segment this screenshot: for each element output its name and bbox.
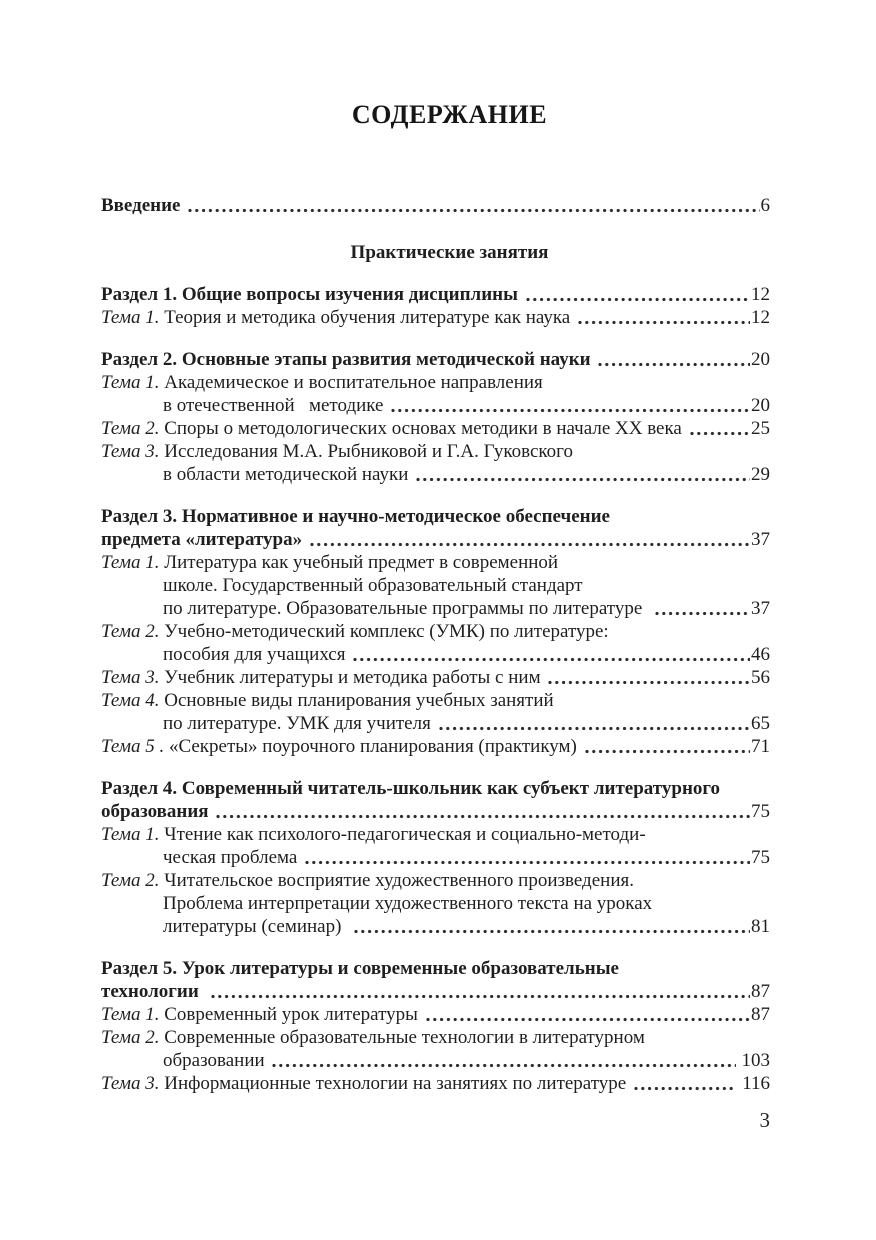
entry-text: Споры о методологических основах методики в начале XX века [159, 418, 687, 439]
dot-leader [354, 929, 750, 934]
page-footer [101, 1108, 770, 1133]
entry-page-number: 75 [751, 801, 770, 822]
dot-leader [211, 994, 750, 999]
toc-entries [101, 194, 770, 1095]
dot-leader [188, 208, 759, 213]
dot-leader [353, 657, 750, 662]
entry-prefix: Тема 1. [101, 372, 160, 393]
entry-prefix: Тема 1. [101, 824, 160, 845]
entry-page-number: 81 [751, 916, 770, 937]
toc-entry [101, 505, 770, 528]
entry-prefix: Тема 2. [101, 870, 160, 891]
toc-entry [101, 1003, 770, 1026]
dot-leader [578, 320, 750, 325]
entry-text: Современные образовательные технологии в литературном [159, 1027, 645, 1048]
entry-page-number: 103 [736, 1050, 770, 1071]
toc-entry [101, 892, 770, 915]
entry-page-number: 37 [751, 598, 770, 619]
entry-text: пособия для учащихся [163, 644, 351, 665]
toc-entry [101, 735, 770, 758]
entry-page-number: 25 [751, 418, 770, 439]
dot-leader [598, 362, 750, 367]
entry-page-number: 71 [751, 736, 770, 757]
toc-entry [101, 551, 770, 574]
heading-text: Практические занятия [350, 242, 549, 263]
entry-page-number: 116 [737, 1073, 770, 1094]
entry-prefix: Тема 3. [101, 1073, 160, 1094]
entry-page-number: 87 [751, 1004, 770, 1025]
entry-text: Проблема интерпретации художественного текста на уроках [163, 893, 653, 914]
entry-text: Введение [101, 195, 186, 216]
entry-prefix: Тема 2. [101, 1027, 160, 1048]
entry-text: Литература как учебный предмет в современной [159, 552, 559, 573]
part-heading [101, 241, 770, 264]
dot-leader [305, 860, 750, 865]
entry-prefix: Тема 3. [101, 667, 160, 688]
entry-page-number: 20 [751, 349, 770, 370]
toc-entry [101, 666, 770, 689]
entry-text: Теория и методика обучения литературе как наука [159, 307, 575, 328]
entry-text: Читательское восприятие художественного произведения. [159, 870, 634, 891]
toc-entry [101, 620, 770, 643]
entry-text: Исследования М.А. Рыбниковой и Г.А. Гуковского [159, 441, 573, 462]
dot-leader [310, 542, 750, 547]
toc-entry [101, 846, 770, 869]
toc-entry [101, 915, 770, 938]
toc-entry [101, 371, 770, 394]
entry-text: предмета «литература» [101, 529, 307, 550]
toc-entry [101, 1026, 770, 1049]
entry-prefix: Тема 1. [101, 307, 160, 328]
entry-text: Раздел 3. Нормативное и научно-методическое обеспечение [101, 506, 610, 527]
entry-text: Учебник литературы и методика работы с ним [159, 667, 546, 688]
dot-leader [548, 680, 750, 685]
entry-text: Раздел 1. Общие вопросы изучения дисциплины [101, 284, 523, 305]
entry-text: Чтение как психолого-педагогическая и социально-методи- [159, 824, 646, 845]
toc-entry [101, 348, 770, 371]
entry-text: Современный урок литературы [159, 1004, 423, 1025]
entry-text: «Секреты» поурочного планирования (практикум) [164, 736, 582, 757]
dot-leader [655, 611, 750, 616]
toc-entry [101, 712, 770, 735]
toc-entry [101, 1049, 770, 1072]
entry-text: Информационные технологии на занятиях по литературе [159, 1073, 631, 1094]
entry-page-number: 87 [751, 981, 770, 1002]
dot-leader [426, 1017, 750, 1022]
dot-leader [526, 297, 750, 302]
toc-entry [101, 689, 770, 712]
toc-entry [101, 283, 770, 306]
toc-entry [101, 643, 770, 666]
toc-entry [101, 440, 770, 463]
entry-prefix: Тема 5 . [101, 736, 165, 757]
entry-page-number: 37 [751, 529, 770, 550]
entry-page-number: 12 [751, 307, 770, 328]
toc-entry [101, 1072, 770, 1095]
entry-prefix: Тема 1. [101, 1004, 160, 1025]
entry-prefix: Тема 3. [101, 441, 160, 462]
toc-entry [101, 194, 770, 217]
toc-entry [101, 306, 770, 329]
entry-page-number: 20 [751, 395, 770, 416]
entry-page-number: 65 [751, 713, 770, 734]
entry-text: Раздел 2. Основные этапы развития методической науки [101, 349, 596, 370]
dot-leader [216, 814, 750, 819]
dot-leader [416, 477, 750, 482]
entry-text: по литературе. УМК для учителя [163, 713, 436, 734]
entry-page-number: 29 [751, 464, 770, 485]
entry-text: технологии [101, 981, 209, 1002]
entry-text: в отечественной методике [163, 395, 389, 416]
dot-leader [391, 408, 750, 413]
entry-text: по литературе. Образовательные программы по литературе [163, 598, 652, 619]
dot-leader [439, 726, 750, 731]
entry-text: Академическое и воспитательное направления [159, 372, 543, 393]
toc-entry [101, 777, 770, 800]
dot-leader [690, 431, 750, 436]
entry-page-number: 46 [751, 644, 770, 665]
table-of-contents [101, 100, 770, 1133]
dot-leader [272, 1063, 735, 1068]
page-title: СОДЕРЖАНИЕ [351, 100, 548, 129]
toc-entry [101, 528, 770, 551]
entry-text: школе. Государственный образовательный стандарт [163, 575, 583, 596]
toc-entry [101, 597, 770, 620]
page-number: 3 [759, 1108, 770, 1132]
entry-text: Раздел 5. Урок литературы и современные образовательные [101, 958, 619, 979]
dot-leader [634, 1086, 736, 1091]
toc-entry [101, 417, 770, 440]
entry-prefix: Тема 4. [101, 690, 160, 711]
toc-entry [101, 957, 770, 980]
entry-text: Основные виды планирования учебных занятий [159, 690, 554, 711]
toc-entry [101, 823, 770, 846]
toc-entry [101, 980, 770, 1003]
entry-page-number: 56 [751, 667, 770, 688]
toc-entry [101, 463, 770, 486]
entry-text: Учебно-методический комплекс (УМК) по литературе: [159, 621, 609, 642]
entry-text: ческая проблема [163, 847, 303, 868]
entry-text: в области методической науки [163, 464, 414, 485]
entry-text: образования [101, 801, 214, 822]
entry-page-number: 6 [760, 195, 770, 216]
entry-text: образовании [163, 1050, 270, 1071]
entry-text: литературы (семинар) [163, 916, 351, 937]
entry-text: Раздел 4. Современный читатель-школьник как субъект литературного [101, 778, 721, 799]
toc-entry [101, 800, 770, 823]
entry-page-number: 12 [751, 284, 770, 305]
toc-entry [101, 574, 770, 597]
entry-prefix: Тема 2. [101, 621, 160, 642]
toc-entry [101, 869, 770, 892]
toc-entry [101, 394, 770, 417]
entry-prefix: Тема 2. [101, 418, 160, 439]
dot-leader [585, 749, 750, 754]
entry-prefix: Тема 1. [101, 552, 160, 573]
entry-page-number: 75 [751, 847, 770, 868]
